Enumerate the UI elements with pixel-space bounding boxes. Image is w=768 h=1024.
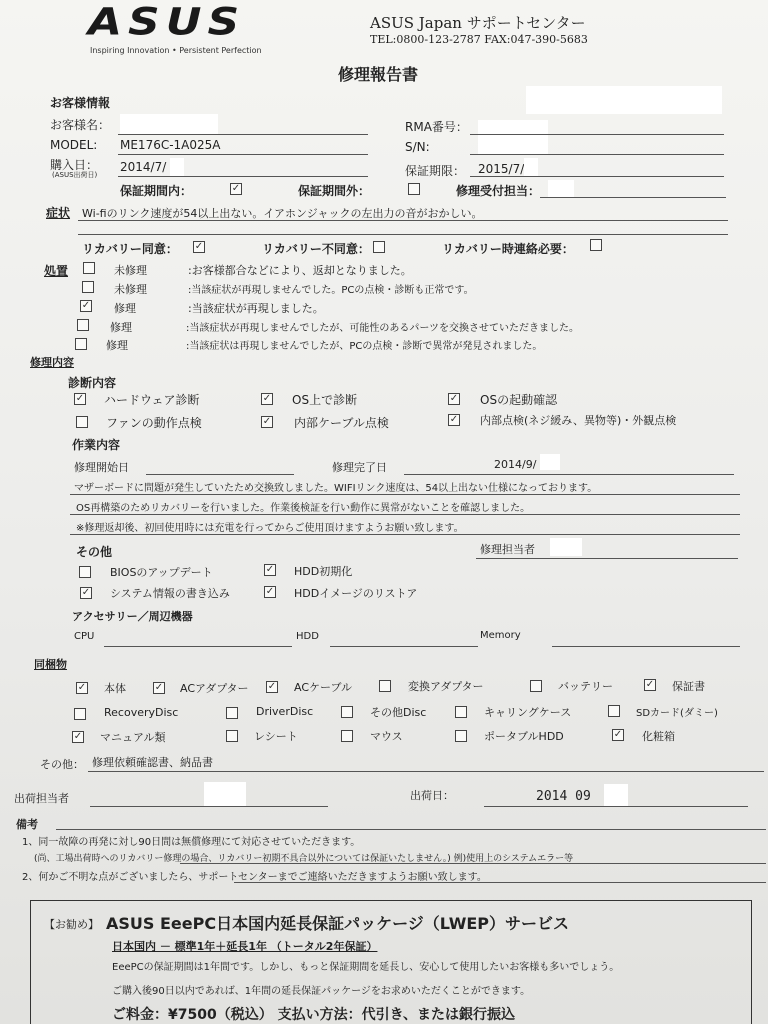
- bundled-item-label: その他Disc: [370, 706, 427, 719]
- repair-tech-line: [476, 558, 738, 559]
- other-label: その他: [76, 545, 113, 559]
- bundled-item-label: マニュアル類: [100, 731, 166, 744]
- disposition-checkbox[interactable]: [82, 281, 94, 293]
- warranty-end-line: [470, 176, 724, 177]
- diag-item-label: 内部点検(ネジ緩み、異物等)・外観点検: [480, 414, 677, 427]
- bundled-checkbox[interactable]: [226, 707, 238, 719]
- redaction-box: [540, 454, 560, 470]
- bundled-item-label: 化粧箱: [642, 730, 675, 743]
- bundled-checkbox[interactable]: ✓: [267, 681, 277, 692]
- recovery-contact-label: リカバリー時連絡必要：: [442, 242, 574, 256]
- support-contact: TEL:0800-123-2787 FAX:047-390-5683: [370, 33, 588, 46]
- work-underline: [70, 514, 740, 515]
- bundled-item-label: 本体: [104, 682, 126, 695]
- redaction-box: [478, 120, 548, 154]
- model-label: MODEL:: [50, 138, 98, 152]
- recovery-disagree-label: リカバリー不同意：: [262, 242, 370, 256]
- bundled-item-label: ACアダプター: [180, 682, 249, 695]
- diag-item-label: OSの起動確認: [480, 393, 558, 407]
- other-item-label: BIOSのアップデート: [110, 566, 213, 579]
- recovery-contact-checkbox[interactable]: [590, 239, 602, 251]
- bundled-item-label: バッテリー: [558, 680, 613, 693]
- work-label: 作業内容: [72, 438, 121, 452]
- bundled-item-label: DriverDisc: [256, 705, 314, 718]
- redaction-box: [548, 180, 574, 198]
- bundled-checkbox[interactable]: [530, 680, 542, 692]
- repair-end-label: 修理完了日: [332, 461, 387, 474]
- disposition-checkbox[interactable]: [77, 319, 89, 331]
- shipping-date-value: 2014 09: [536, 789, 591, 804]
- bundled-checkbox[interactable]: [341, 730, 353, 742]
- redaction-box: [120, 114, 218, 134]
- remarks-line-1: 1、同一故障の再発に対し90日間は無償修理にて対応させていただきます。: [22, 837, 361, 848]
- other-checkbox[interactable]: [79, 566, 91, 578]
- asus-logo-tagline: Inspiring Innovation • Persistent Perfection: [90, 46, 262, 55]
- promo-title: ASUS EeePC日本国内延長保証パッケージ（LWEP）サービス: [106, 914, 570, 933]
- support-center-name: ASUS Japan サポートセンター: [370, 14, 586, 32]
- symptom-label: 症状: [46, 206, 71, 220]
- bundled-checkbox[interactable]: [379, 680, 391, 692]
- purchase-date-sublabel: (ASUS出荷日): [52, 171, 98, 179]
- diag-checkbox[interactable]: ✓: [75, 393, 85, 404]
- diagnosis-label: 診断内容: [68, 376, 117, 390]
- hdd-line: [330, 646, 478, 647]
- diag-item-label: OS上で診断: [292, 393, 358, 407]
- repair-start-label: 修理開始日: [74, 461, 129, 474]
- work-line: OS再構築のためリカバリーを行いました。作業後検証を行い動作に異常がないことを確認しました。: [76, 503, 531, 514]
- redaction-box: [526, 86, 722, 114]
- bundled-label: 同梱物: [34, 658, 67, 671]
- warranty-end-value: 2015/7/: [478, 162, 525, 176]
- diag-checkbox[interactable]: ✓: [262, 416, 272, 427]
- out-warranty-label: 保証期間外：: [298, 184, 371, 198]
- work-line: マザーボードに問題が発生していたため交換致しました。WIFIリンク速度は、54以上出ない仕様になっております。: [74, 483, 598, 494]
- remarks-label: 備考: [16, 818, 38, 831]
- disposition-label: 処置: [44, 264, 69, 278]
- bundled-checkbox[interactable]: [455, 730, 467, 742]
- warranty-end-label: 保証期限：: [405, 164, 466, 178]
- model-line: [118, 154, 368, 155]
- bundled-checkbox[interactable]: ✓: [613, 729, 623, 740]
- bundled-item-label: 保証書: [672, 680, 705, 693]
- model-value: ME176C-1A025A: [120, 138, 221, 152]
- promo-line-2: ご購入後90日以内であれば、1年間の延長保証パッケージをお求めいただくことができます。: [112, 986, 531, 997]
- diag-item-label: ファンの動作点検: [106, 416, 202, 430]
- other-item-label: HDD初期化: [294, 565, 353, 578]
- bundled-item-label: RecoveryDisc: [104, 706, 179, 719]
- disposition-checkbox[interactable]: [83, 262, 95, 274]
- memory-line: [552, 646, 740, 647]
- redaction-box: [604, 784, 628, 806]
- repair-end-line: [404, 474, 734, 475]
- rma-label: RMA番号：: [405, 120, 468, 134]
- customer-section-label: お客様情報: [50, 96, 111, 110]
- form-title: 修理報告書: [338, 65, 419, 84]
- shipping-date-line: [484, 806, 748, 807]
- other-item-label: システム情報の書き込み: [110, 587, 230, 600]
- disposition-desc: :お客様都合などにより、返却となりました。: [188, 264, 412, 277]
- redaction-box: [170, 158, 184, 176]
- diag-checkbox[interactable]: ✓: [262, 393, 272, 404]
- disposition-type: 修理: [106, 339, 128, 352]
- promo-price-line: ご料金：¥7500（税込） 支払い方法：代引き、または銀行振込: [112, 1007, 516, 1023]
- disposition-desc: :当該症状が再現しませんでしたが、可能性のあるパーツを交換させていただきました。: [186, 323, 579, 334]
- promo-subtitle: 日本国内 － 標準1年＋延長1年 （トータル2年保証）: [112, 940, 378, 953]
- diag-checkbox[interactable]: ✓: [449, 414, 459, 425]
- redaction-box: [524, 158, 538, 176]
- sn-line: [470, 154, 724, 155]
- work-line: ※修理返却後、初回使用時には充電を行ってからご使用頂けますようお願い致します。: [76, 523, 464, 534]
- symptom-line-2: [78, 234, 728, 235]
- remarks-sub-line: [180, 863, 766, 864]
- work-underline: [70, 494, 740, 495]
- remarks-line-1-sub: (尚、工場出荷時へのリカバリー修理の場合、リカバリー初期不具合以外については保証いたしません。) 例)使用上のシステムエラー等: [34, 854, 574, 864]
- remarks-line: [56, 829, 766, 830]
- redaction-box: [550, 538, 582, 556]
- diag-item-label: 内部ケーブル点検: [294, 416, 389, 430]
- other-checkbox[interactable]: ✓: [265, 564, 275, 575]
- shipping-staff-line: [90, 806, 328, 807]
- bundled-item-label: レシート: [254, 730, 298, 743]
- bundled-checkbox[interactable]: [226, 730, 238, 742]
- disposition-type: 未修理: [114, 283, 147, 296]
- bundled-other-label: その他：: [40, 758, 84, 771]
- repair-end-value: 2014/9/: [494, 458, 537, 471]
- bundled-checkbox[interactable]: ✓: [77, 682, 87, 693]
- bundled-item-label: ACケーブル: [294, 681, 353, 694]
- bundled-checkbox[interactable]: [74, 708, 86, 720]
- out-warranty-checkbox[interactable]: [408, 183, 420, 195]
- bundled-item-label: キャリングケース: [484, 706, 572, 719]
- in-warranty-checkbox[interactable]: ✓: [231, 183, 241, 194]
- bundled-item-label: マウス: [370, 730, 403, 743]
- disposition-desc: :当該症状は再現しませんでしたが、PCの点検・診断で異常が発見されました。: [186, 341, 543, 352]
- bundled-item-label: SDカード(ダミー): [636, 708, 718, 719]
- bundled-checkbox[interactable]: [341, 706, 353, 718]
- diag-checkbox[interactable]: [76, 416, 88, 428]
- in-warranty-label: 保証期間内：: [120, 184, 193, 198]
- bundled-item-label: ポータブルHDD: [484, 730, 564, 743]
- repair-section-label: 修理内容: [30, 356, 74, 369]
- customer-name-line: [118, 134, 368, 135]
- other-checkbox[interactable]: ✓: [265, 586, 275, 597]
- other-item-label: HDDイメージのリストア: [294, 587, 418, 600]
- recovery-agree-label: リカバリー同意：: [82, 242, 178, 256]
- bundled-other-value: 修理依頼確認書、納品書: [92, 756, 213, 769]
- symptom-text: Wi-fiのリンク速度が54以上出ない。イアホンジャックの左出力の音がおかしい。: [82, 207, 483, 220]
- diag-item-label: ハードウェア診断: [104, 393, 200, 407]
- other-checkbox[interactable]: ✓: [81, 587, 91, 598]
- shipping-staff-label: 出荷担当者: [14, 792, 69, 805]
- bundled-checkbox[interactable]: [455, 706, 467, 718]
- bundled-checkbox[interactable]: [608, 705, 620, 717]
- promo-line-1: EeePCの保証期間は1年間です。しかし、もっと保証期間を延長し、安心して使用したいお客様も多いでしょう。: [112, 962, 620, 973]
- hdd-label: HDD: [296, 631, 319, 642]
- bundled-checkbox[interactable]: ✓: [645, 679, 655, 690]
- disposition-desc: :当該症状が再現しました。: [188, 302, 324, 315]
- shipping-date-label: 出荷日：: [410, 789, 454, 802]
- redaction-box: [204, 782, 246, 806]
- remarks-line-2: 2、何かご不明な点がございましたら、サポートセンターまでご連絡いただきますようお願い致します。: [22, 872, 487, 883]
- repair-start-line: [146, 474, 294, 475]
- receptionist-line: [540, 197, 726, 198]
- disposition-type: 修理: [110, 321, 132, 334]
- disposition-type: 修理: [114, 302, 136, 315]
- bundled-checkbox[interactable]: ✓: [73, 731, 83, 742]
- customer-name-label: お客様名：: [50, 118, 111, 132]
- disposition-checkbox[interactable]: ✓: [81, 300, 91, 311]
- accessory-label: アクセサリー／周辺機器: [72, 610, 193, 623]
- repair-tech-label: 修理担当者: [480, 543, 535, 556]
- sn-label: S/N:: [405, 140, 430, 154]
- asus-logo-text: ASUS: [88, 0, 246, 44]
- purchase-date-line: [118, 176, 368, 177]
- recovery-disagree-checkbox[interactable]: [373, 241, 385, 253]
- cpu-label: CPU: [74, 631, 95, 642]
- rma-line: [470, 134, 724, 135]
- work-underline: [70, 534, 740, 535]
- disposition-checkbox[interactable]: [75, 338, 87, 350]
- bundled-checkbox[interactable]: ✓: [154, 682, 164, 693]
- remarks-line-2-underline: [234, 882, 766, 883]
- disposition-desc: :当該症状が再現しませんでした。PCの点検・診断も正常です。: [188, 285, 474, 296]
- purchase-date-label: 購入日：: [50, 158, 99, 172]
- bundled-item-label: 変換アダプター: [408, 680, 484, 693]
- recovery-agree-checkbox[interactable]: ✓: [194, 241, 204, 252]
- purchase-date-value: 2014/7/: [120, 160, 167, 174]
- cpu-line: [104, 646, 292, 647]
- memory-label: Memory: [480, 630, 521, 641]
- bundled-other-line: [88, 771, 764, 772]
- disposition-type: 未修理: [114, 264, 147, 277]
- diag-checkbox[interactable]: ✓: [449, 393, 459, 404]
- promo-tag: 【お勧め】: [44, 918, 99, 931]
- symptom-line: [78, 220, 728, 221]
- receptionist-label: 修理受付担当：: [456, 184, 541, 198]
- asus-logo: [88, 2, 284, 60]
